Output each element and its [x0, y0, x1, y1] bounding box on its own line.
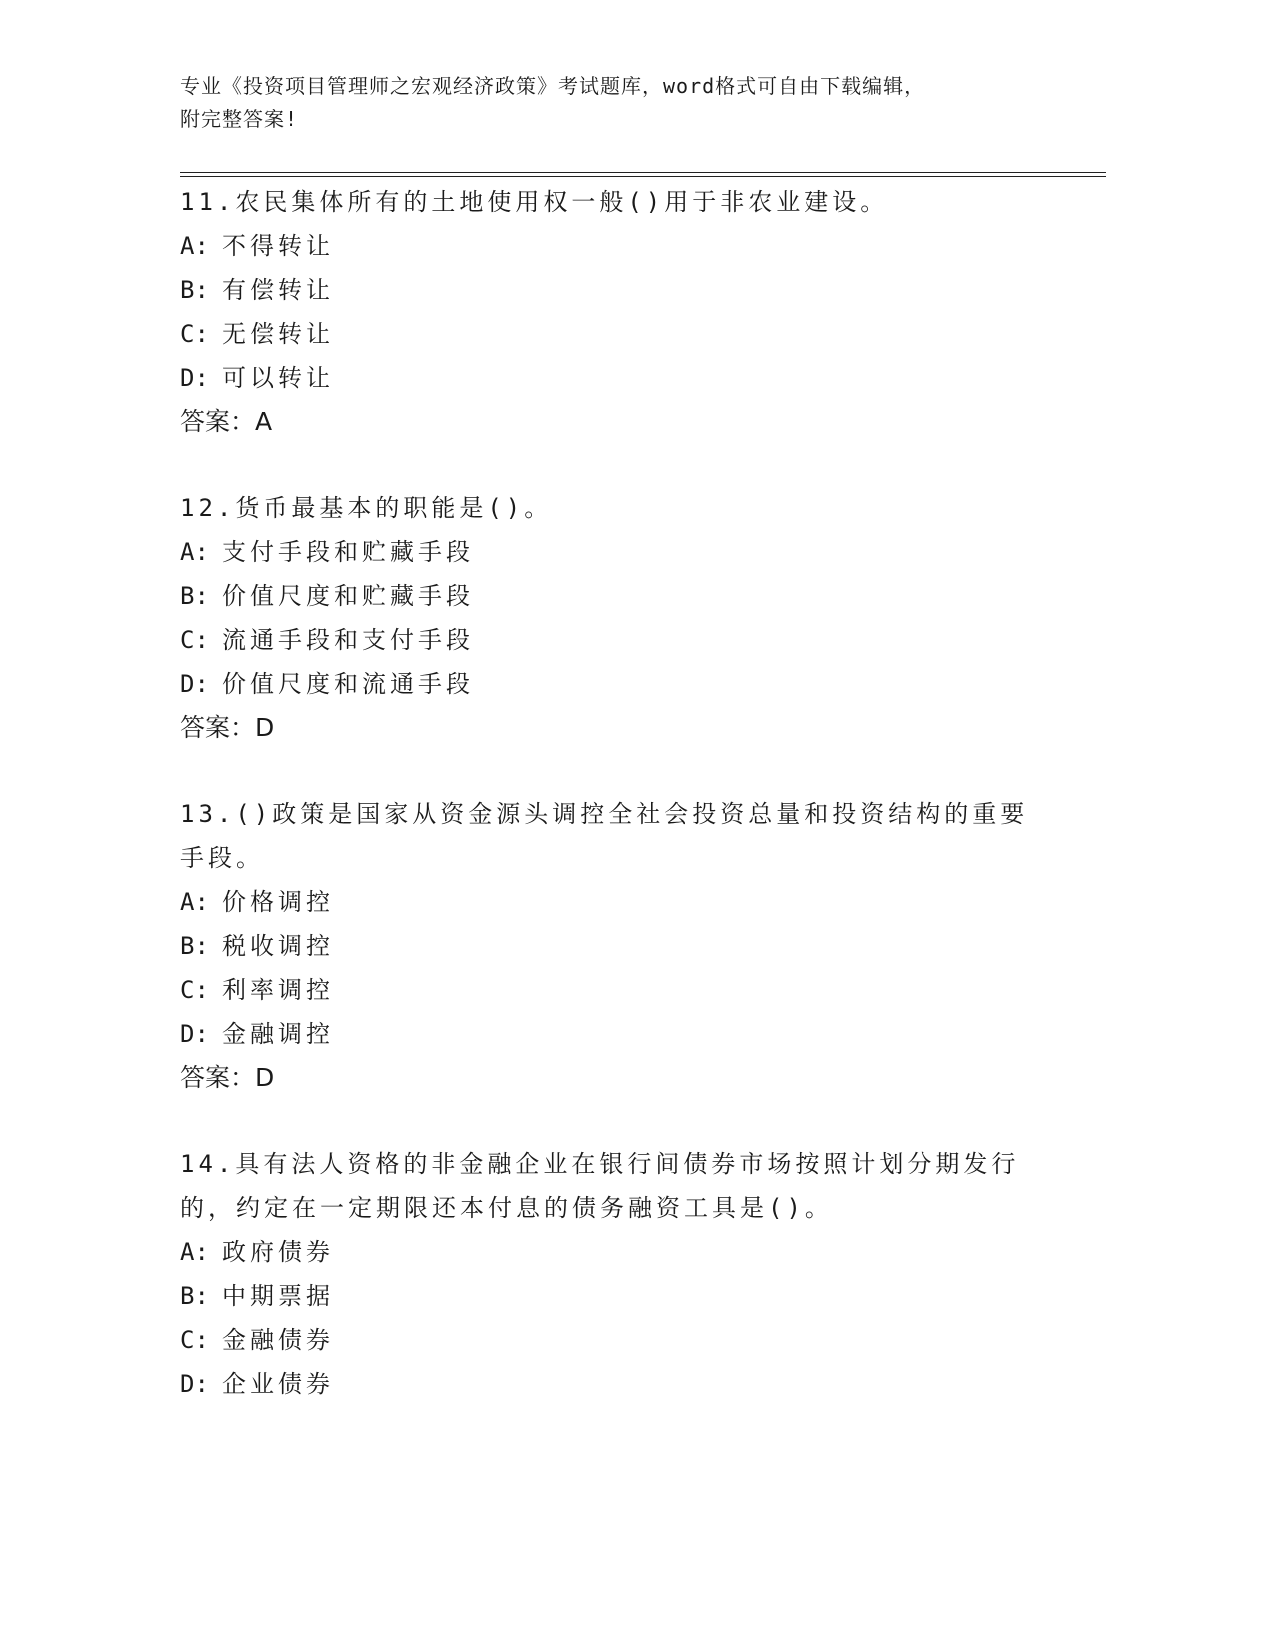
- option-text: 税收调控: [222, 932, 334, 960]
- option-a: [180, 530, 1040, 574]
- option-letter: B:: [180, 276, 209, 304]
- option-d: [180, 1012, 1040, 1056]
- option-letter: D:: [180, 1020, 209, 1048]
- option-text: 支付手段和贮藏手段: [222, 538, 474, 566]
- option-text: 价格调控: [222, 888, 334, 916]
- question-12: [180, 486, 1040, 750]
- option-text: 金融债券: [222, 1326, 334, 1354]
- option-b: [180, 924, 1040, 968]
- option-text: 企业债券: [222, 1370, 334, 1398]
- option-d: [180, 1362, 1040, 1406]
- option-letter: D:: [180, 670, 209, 698]
- question-13: [180, 792, 1040, 1100]
- option-text: 利率调控: [222, 976, 334, 1004]
- option-letter: A:: [180, 232, 209, 260]
- header-line-1: 专业《投资项目管理师之宏观经济政策》考试题库，word格式可自由下载编辑，: [180, 74, 926, 98]
- option-letter: C:: [180, 976, 209, 1004]
- option-c: [180, 968, 1040, 1012]
- option-letter: C:: [180, 626, 209, 654]
- spacer: [180, 750, 1040, 792]
- spacer: [180, 1100, 1040, 1142]
- option-letter: C:: [180, 320, 209, 348]
- option-c: [180, 1318, 1040, 1362]
- option-letter: D:: [180, 364, 209, 392]
- spacer: [180, 444, 1040, 486]
- option-a: [180, 1230, 1040, 1274]
- option-text: 金融调控: [222, 1020, 334, 1048]
- option-b: [180, 1274, 1040, 1318]
- header-divider-top: [180, 172, 1106, 173]
- option-letter: A:: [180, 1238, 209, 1266]
- answer-line: 答案：D: [180, 1063, 275, 1092]
- header-line-2: 附完整答案!: [180, 107, 299, 131]
- answer-line: 答案：A: [180, 407, 273, 436]
- option-letter: B:: [180, 582, 209, 610]
- option-a: [180, 224, 1040, 268]
- answer-line: 答案：D: [180, 713, 275, 742]
- header-divider-bottom: [180, 176, 1106, 177]
- option-text: 价值尺度和贮藏手段: [222, 582, 474, 610]
- option-b: [180, 574, 1040, 618]
- question-stem: 11.农民集体所有的土地使用权一般()用于非农业建设。: [180, 188, 889, 216]
- option-text: 中期票据: [222, 1282, 334, 1310]
- option-letter: B:: [180, 932, 209, 960]
- question-stem: 14.具有法人资格的非金融企业在银行间债券市场按照计划分期发行的，约定在一定期限还本付息的债务融资工具是()。: [180, 1150, 1020, 1222]
- question-list: [180, 180, 1040, 1406]
- option-letter: A:: [180, 888, 209, 916]
- option-letter: D:: [180, 1370, 209, 1398]
- option-a: [180, 880, 1040, 924]
- option-d: [180, 356, 1040, 400]
- option-c: [180, 312, 1040, 356]
- question-stem: 13.()政策是国家从资金源头调控全社会投资总量和投资结构的重要手段。: [180, 800, 1029, 872]
- option-letter: B:: [180, 1282, 209, 1310]
- question-11: [180, 180, 1040, 444]
- option-letter: C:: [180, 1326, 209, 1354]
- document-header: [180, 70, 1040, 136]
- option-text: 有偿转让: [222, 276, 334, 304]
- option-text: 流通手段和支付手段: [222, 626, 474, 654]
- option-text: 可以转让: [222, 364, 334, 392]
- question-14: [180, 1142, 1040, 1406]
- option-text: 政府债券: [222, 1238, 334, 1266]
- option-text: 无偿转让: [222, 320, 334, 348]
- option-d: [180, 662, 1040, 706]
- option-text: 价值尺度和流通手段: [222, 670, 474, 698]
- option-b: [180, 268, 1040, 312]
- question-stem: 12.货币最基本的职能是()。: [180, 494, 553, 522]
- option-letter: A:: [180, 538, 209, 566]
- option-c: [180, 618, 1040, 662]
- option-text: 不得转让: [222, 232, 334, 260]
